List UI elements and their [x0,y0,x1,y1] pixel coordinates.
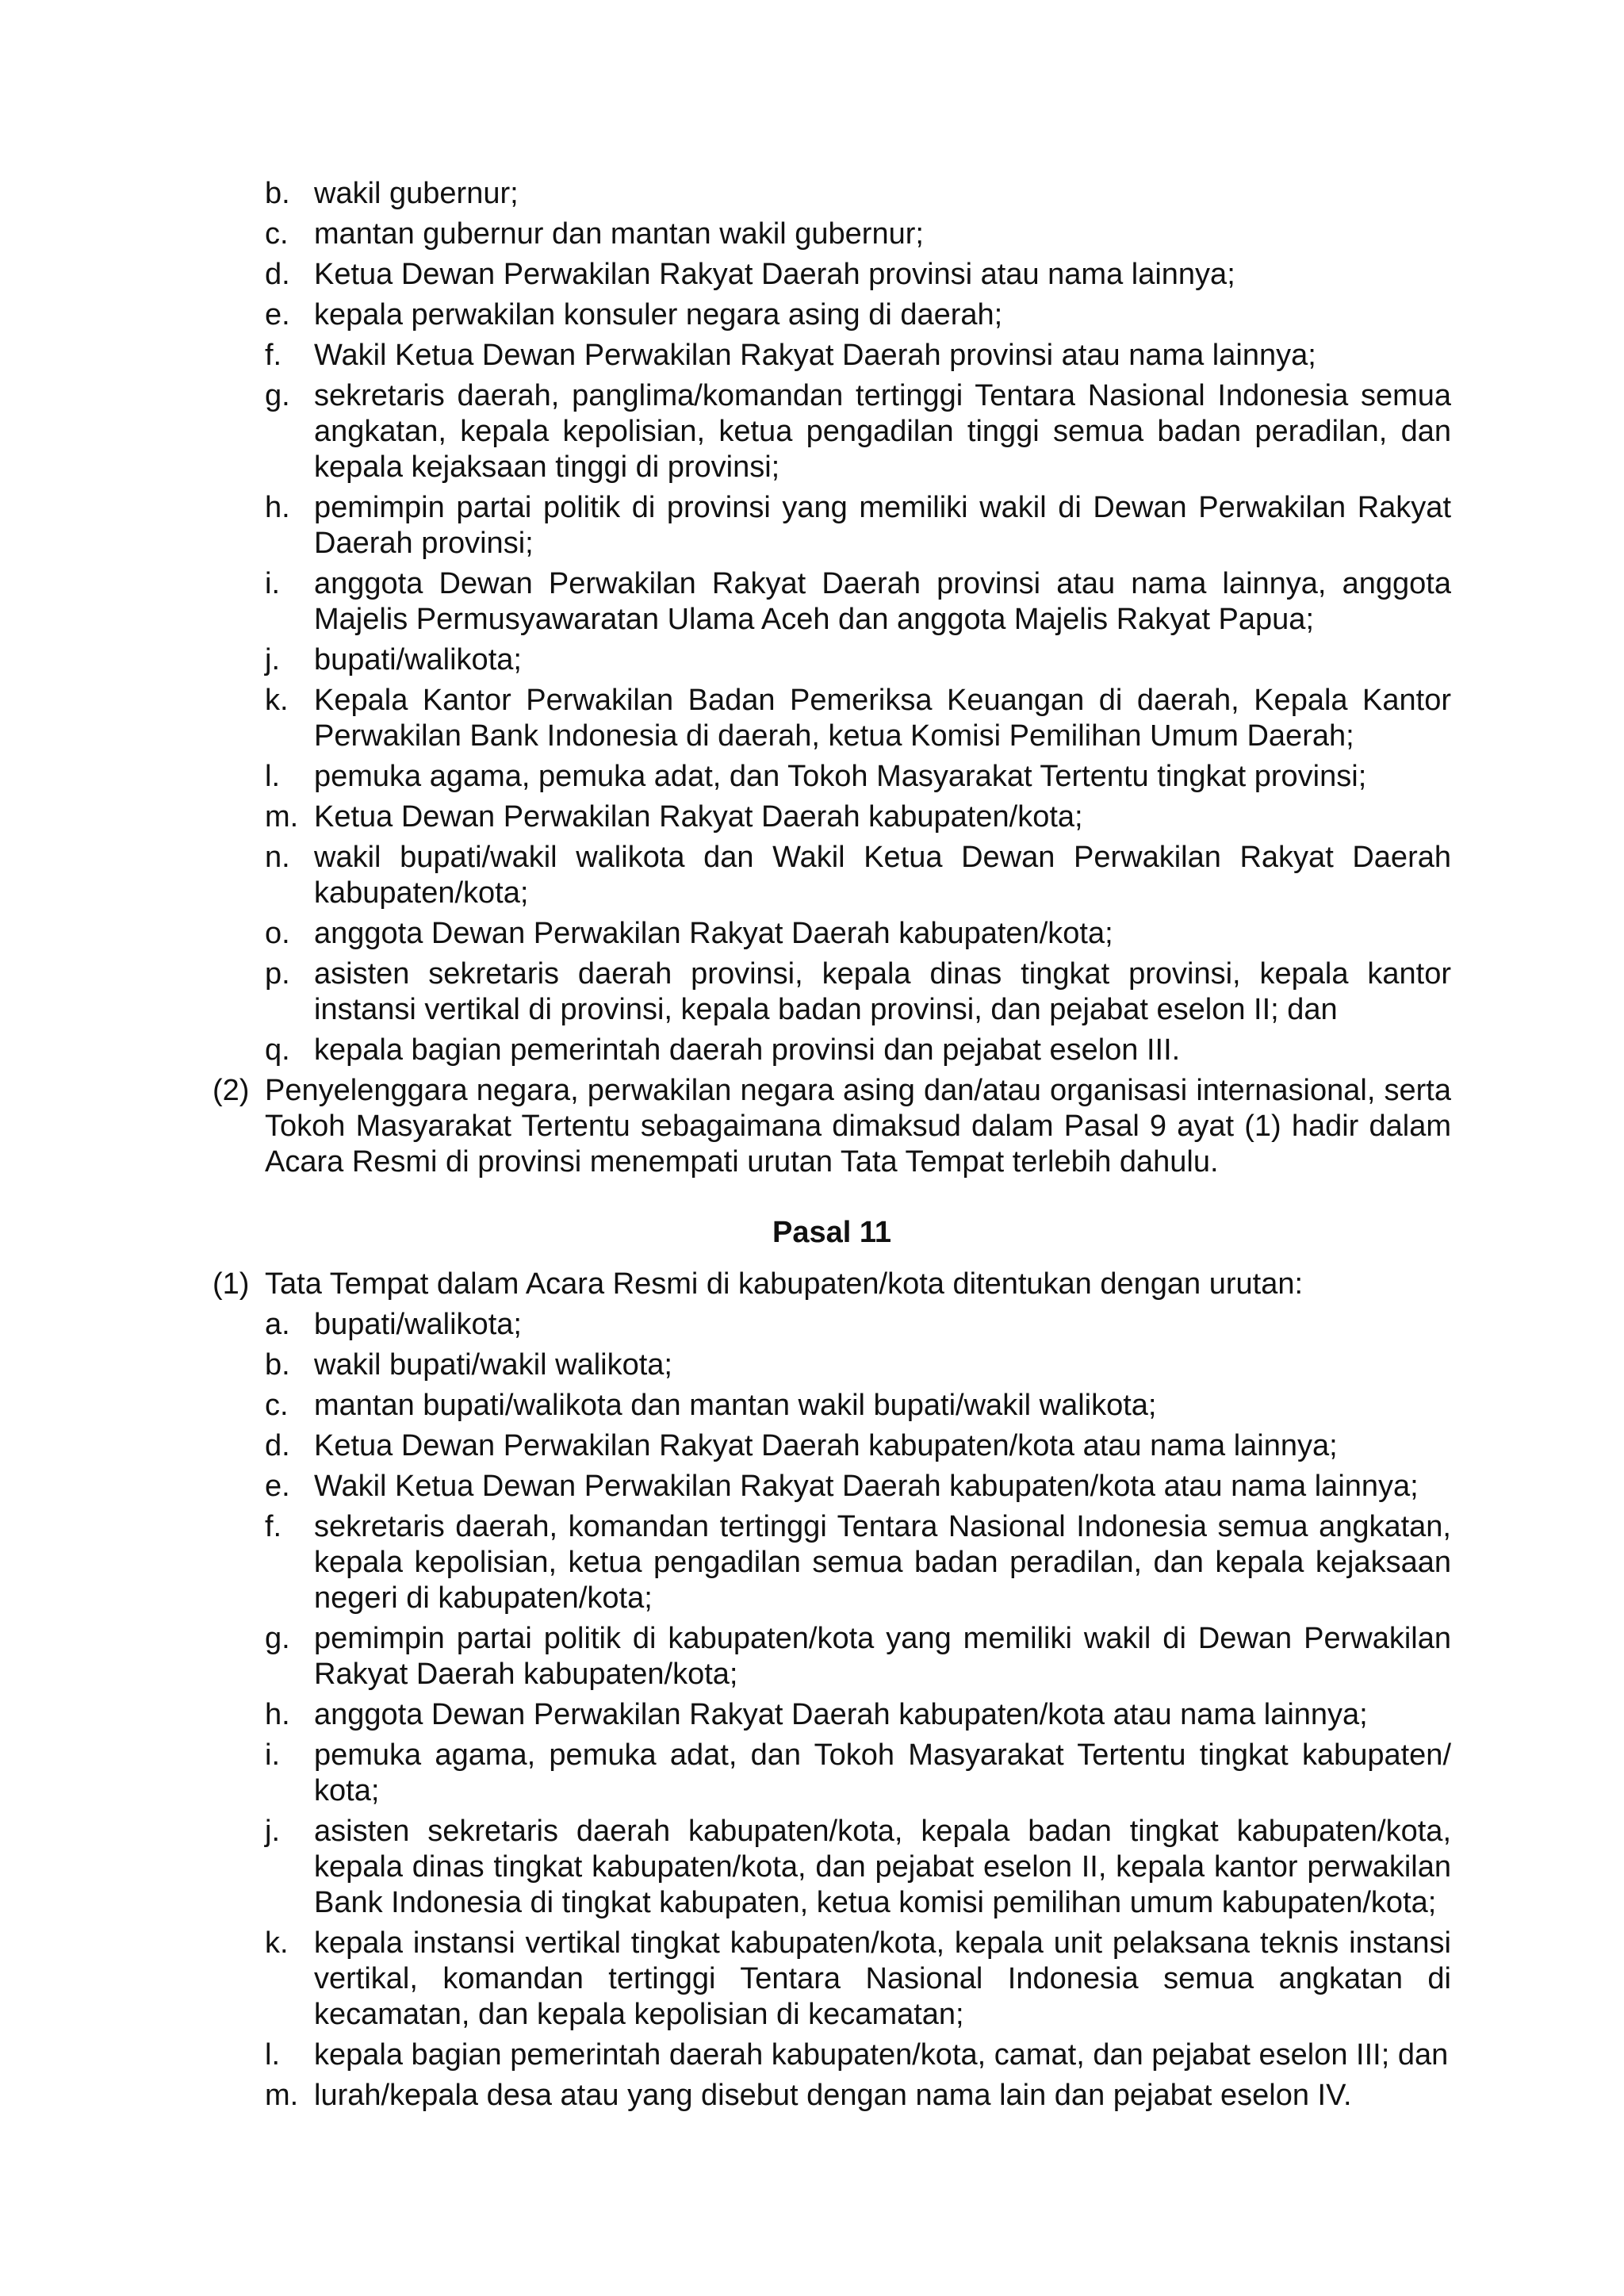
list-item-marker: q. [265,1033,290,1067]
list-item [213,1469,1451,1504]
list-item-text: wakil bupati/wakil walikota; [314,1348,672,1382]
list-item-text: pemuka agama, pemuka adat, dan Tokoh Masyarakat Tertentu tingkat provinsi; [314,760,1367,793]
list-item [213,1307,1451,1343]
list-item-text: bupati/walikota; [314,643,522,677]
list-item [213,378,1451,485]
list-item-marker: f. [265,1510,282,1543]
list-item-text: kepala instansi vertikal tingkat kabupaten/kota, kepala unit pelaksana teknis instansi vertikal, komandan tertinggi Tentara Nasional Indonesia semua angkatan di kecamatan, dan kepala kepolisian di kecamatan; [314,1926,1451,2031]
list-item-marker: c. [265,217,289,251]
list-item [213,176,1451,212]
list-item-marker: j. [265,1815,280,1848]
list-item-marker: g. [265,379,290,412]
list-item-marker: c. [265,1389,289,1422]
list-item-text: mantan bupati/walikota dan mantan wakil bupati/wakil walikota; [314,1389,1157,1422]
list-item-text: pemimpin partai politik di kabupaten/kota yang memiliki wakil di Dewan Perwakilan Rakyat Daerah kabupaten/kota; [314,1622,1451,1691]
list-item [213,566,1451,638]
list-item-text: pemimpin partai politik di provinsi yang memiliki wakil di Dewan Perwakilan Rakyat Daerah provinsi; [314,491,1451,560]
list-item-text: mantan gubernur dan mantan wakil gubernur; [314,217,924,251]
list-item-text: wakil bupati/wakil walikota dan Wakil Ketua Dewan Perwakilan Rakyat Daerah kabupaten/kota; [314,841,1451,910]
list-item [213,338,1451,374]
list-item-text: Wakil Ketua Dewan Perwakilan Rakyat Daerah kabupaten/kota atau nama lainnya; [314,1470,1419,1503]
list-item-marker: j. [265,643,280,677]
paragraph-2 [213,1073,1451,1180]
list-item-marker: h. [265,1698,290,1731]
list-item-text: asisten sekretaris daerah kabupaten/kota, kepala badan tingkat kabupaten/kota, kepala dinas tingkat kabupaten/kota, dan pejabat eselon II, kepala kantor perwakilan Bank Indonesia di tingkat kabupaten, ketua komisi pemilihan umum kabupaten/kota; [314,1815,1451,1919]
list-item-text: pemuka agama, pemuka adat, dan Tokoh Masyarakat Tertentu tingkat kabupaten/ kota; [314,1738,1451,1807]
paragraph-number: (2) [213,1074,250,1107]
list-item-marker: g. [265,1622,290,1655]
list-item-marker: b. [265,1348,290,1382]
list-item-marker: o. [265,917,290,950]
list-item-marker: k. [265,1926,289,1960]
list-item-text: lurah/kepala desa atau yang disebut dengan nama lain dan pejabat eselon IV. [314,2079,1352,2112]
list-item-text: wakil gubernur; [314,177,519,210]
list-item [213,1621,1451,1692]
protocol-list-kabupaten-kota [213,1307,1451,2114]
list-item [213,642,1451,678]
paragraph-text: Penyelenggara negara, perwakilan negara asing dan/atau organisasi internasional, serta Tokoh Masyarakat Tertentu sebagaimana dimaksud dalam Pasal 9 ayat (1) hadir dalam Acara Resmi di provinsi menempati urutan Tata Tempat terlebih dahulu. [265,1074,1451,1179]
list-item-text: Ketua Dewan Perwakilan Rakyat Daerah kabupaten/kota; [314,800,1083,834]
list-item-text: kepala perwakilan konsuler negara asing di daerah; [314,298,1003,332]
list-item [213,916,1451,952]
list-item [213,1509,1451,1616]
list-item [213,1814,1451,1921]
list-item [213,1033,1451,1068]
list-item-marker: h. [265,491,290,524]
list-item-marker: a. [265,1308,290,1341]
list-item [213,1926,1451,2033]
paragraph-text: Tata Tempat dalam Acara Resmi di kabupaten/kota ditentukan dengan urutan: [265,1267,1304,1301]
list-item [213,1697,1451,1733]
list-item-marker: m. [265,2079,299,2112]
list-item [213,1388,1451,1424]
list-item-text: anggota Dewan Perwakilan Rakyat Daerah kabupaten/kota; [314,917,1113,950]
list-item [213,1347,1451,1383]
list-item [213,683,1451,754]
list-item-marker: l. [265,760,280,793]
list-item-text: Kepala Kantor Perwakilan Badan Pemeriksa Keuangan di daerah, Kepala Kantor Perwakilan Bank Indonesia di daerah, ketua Komisi Pemilihan Umum Daerah; [314,684,1451,753]
list-item [213,840,1451,911]
list-item-text: asisten sekretaris daerah provinsi, kepala dinas tingkat provinsi, kepala kantor instansi vertikal di provinsi, kepala badan provinsi, dan pejabat eselon II; dan [314,957,1451,1026]
list-item [213,490,1451,562]
list-item-marker: b. [265,177,290,210]
list-item-marker: d. [265,258,290,291]
list-item-text: Ketua Dewan Perwakilan Rakyat Daerah kabupaten/kota atau nama lainnya; [314,1429,1338,1462]
list-item-marker: p. [265,957,290,991]
document-body [213,176,1451,2118]
list-item-text: Ketua Dewan Perwakilan Rakyat Daerah provinsi atau nama lainnya; [314,258,1235,291]
list-item [213,257,1451,293]
list-item-marker: n. [265,841,290,874]
paragraph-number: (1) [213,1267,250,1301]
list-item-marker: i. [265,1738,280,1772]
protocol-list-provinsi [213,176,1451,1068]
section-heading: Pasal 11 [772,1216,892,1249]
list-item-text: kepala bagian pemerintah daerah provinsi dan pejabat eselon III. [314,1033,1181,1067]
list-item [213,799,1451,835]
list-item [213,297,1451,333]
list-item [213,217,1451,252]
list-item-text: bupati/walikota; [314,1308,522,1341]
list-item-marker: k. [265,684,289,717]
list-item [213,956,1451,1028]
list-item-text: Wakil Ketua Dewan Perwakilan Rakyat Daerah provinsi atau nama lainnya; [314,339,1316,372]
list-item-text: anggota Dewan Perwakilan Rakyat Daerah provinsi atau nama lainnya, anggota Majelis Permusyawaratan Ulama Aceh dan anggota Majelis Rakyat Papua; [314,567,1451,636]
list-item-text: anggota Dewan Perwakilan Rakyat Daerah kabupaten/kota atau nama lainnya; [314,1698,1368,1731]
list-item-marker: i. [265,567,280,600]
list-item-marker: e. [265,298,290,332]
list-item-marker: e. [265,1470,290,1503]
list-item [213,2037,1451,2073]
list-item [213,1428,1451,1464]
list-item-text: sekretaris daerah, komandan tertinggi Tentara Nasional Indonesia semua angkatan, kepala kepolisian, ketua pengadilan semua badan peradilan, dan kepala kejaksaan negeri di kabupaten/kota; [314,1510,1451,1615]
list-item-marker: f. [265,339,282,372]
list-item-marker: d. [265,1429,290,1462]
list-item [213,1738,1451,1809]
list-item-text: kepala bagian pemerintah daerah kabupaten/kota, camat, dan pejabat eselon III; dan [314,2038,1449,2072]
paragraph-1 [213,1267,1451,1302]
list-item-text: sekretaris daerah, panglima/komandan tertinggi Tentara Nasional Indonesia semua angkatan, kepala kepolisian, ketua pengadilan tinggi semua badan peradilan, dan kepala kejaksaan tinggi di provinsi; [314,379,1451,484]
list-item-marker: m. [265,800,299,834]
list-item [213,759,1451,795]
list-item [213,2078,1451,2114]
list-item-marker: l. [265,2038,280,2072]
